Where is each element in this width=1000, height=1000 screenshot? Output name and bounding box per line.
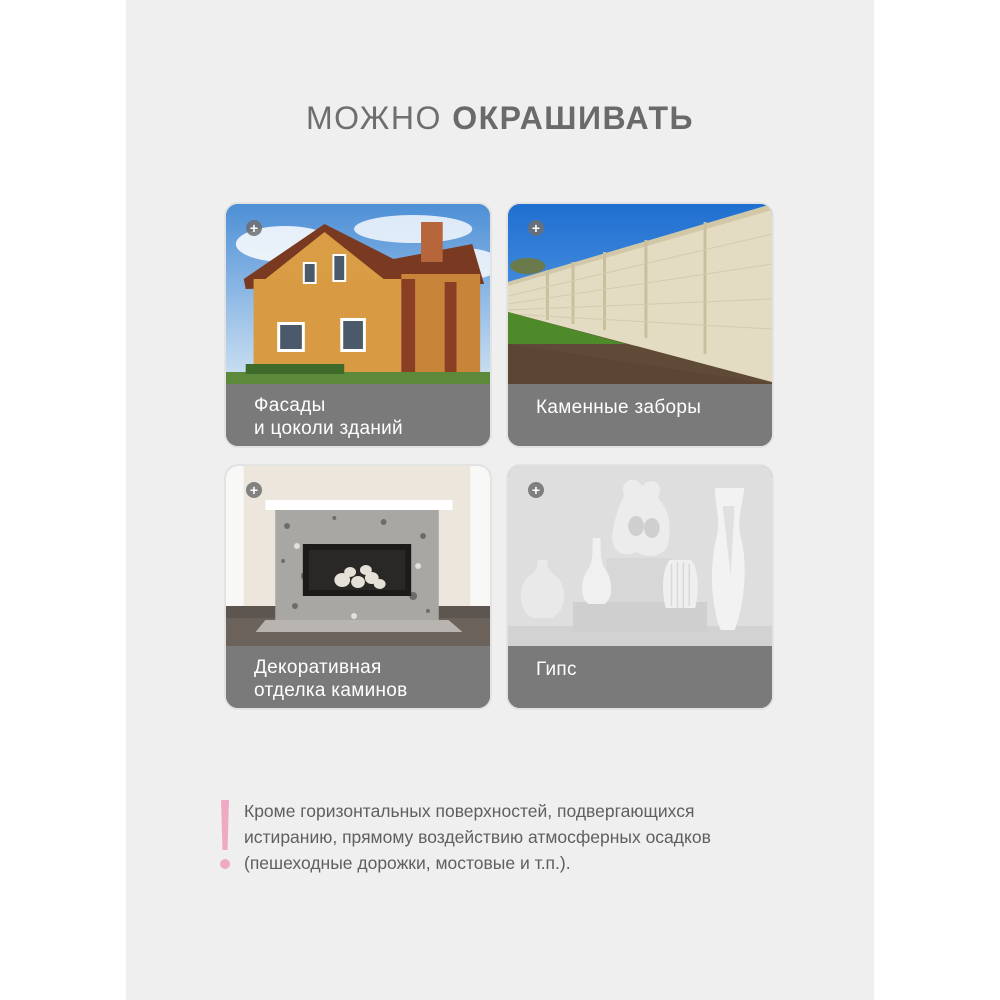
note-line: истиранию, прямому воздействию атмосферных осадков	[244, 827, 711, 847]
note-text	[244, 798, 824, 876]
stone-fence-photo	[508, 204, 772, 384]
heading-light: МОЖНО	[305, 100, 442, 136]
card-fireplaces[interactable]	[224, 464, 492, 710]
brick-house-photo	[226, 204, 490, 384]
card-plaster[interactable]	[506, 464, 774, 710]
fireplace-photo	[226, 466, 490, 646]
caption-line: и цоколи зданий	[254, 418, 403, 439]
exclamation-icon	[218, 798, 232, 874]
plaster-vases-photo	[508, 466, 772, 646]
card-caption	[508, 646, 772, 710]
plus-icon[interactable]: +	[528, 220, 544, 236]
caption-line: Фасады	[254, 395, 326, 416]
plus-icon[interactable]: +	[246, 482, 262, 498]
page-heading	[126, 100, 874, 137]
caption-line: Декоративная	[254, 657, 382, 678]
caption-line: Гипс	[536, 659, 577, 680]
card-stone-fences[interactable]	[506, 202, 774, 448]
caption-line: отделка каминов	[254, 680, 408, 701]
heading-bold: ОКРАШИВАТЬ	[452, 100, 695, 136]
plus-icon[interactable]: +	[246, 220, 262, 236]
card-caption	[226, 646, 490, 710]
card-caption	[226, 384, 490, 448]
note-line: Кроме горизонтальных поверхностей, подвергающихся	[244, 801, 695, 821]
note-line: (пешеходные дорожки, мостовые и т.п.).	[244, 853, 571, 873]
card-caption	[508, 384, 772, 448]
plus-icon[interactable]: +	[528, 482, 544, 498]
card-facades[interactable]	[224, 202, 492, 448]
caption-line: Каменные заборы	[536, 397, 702, 418]
